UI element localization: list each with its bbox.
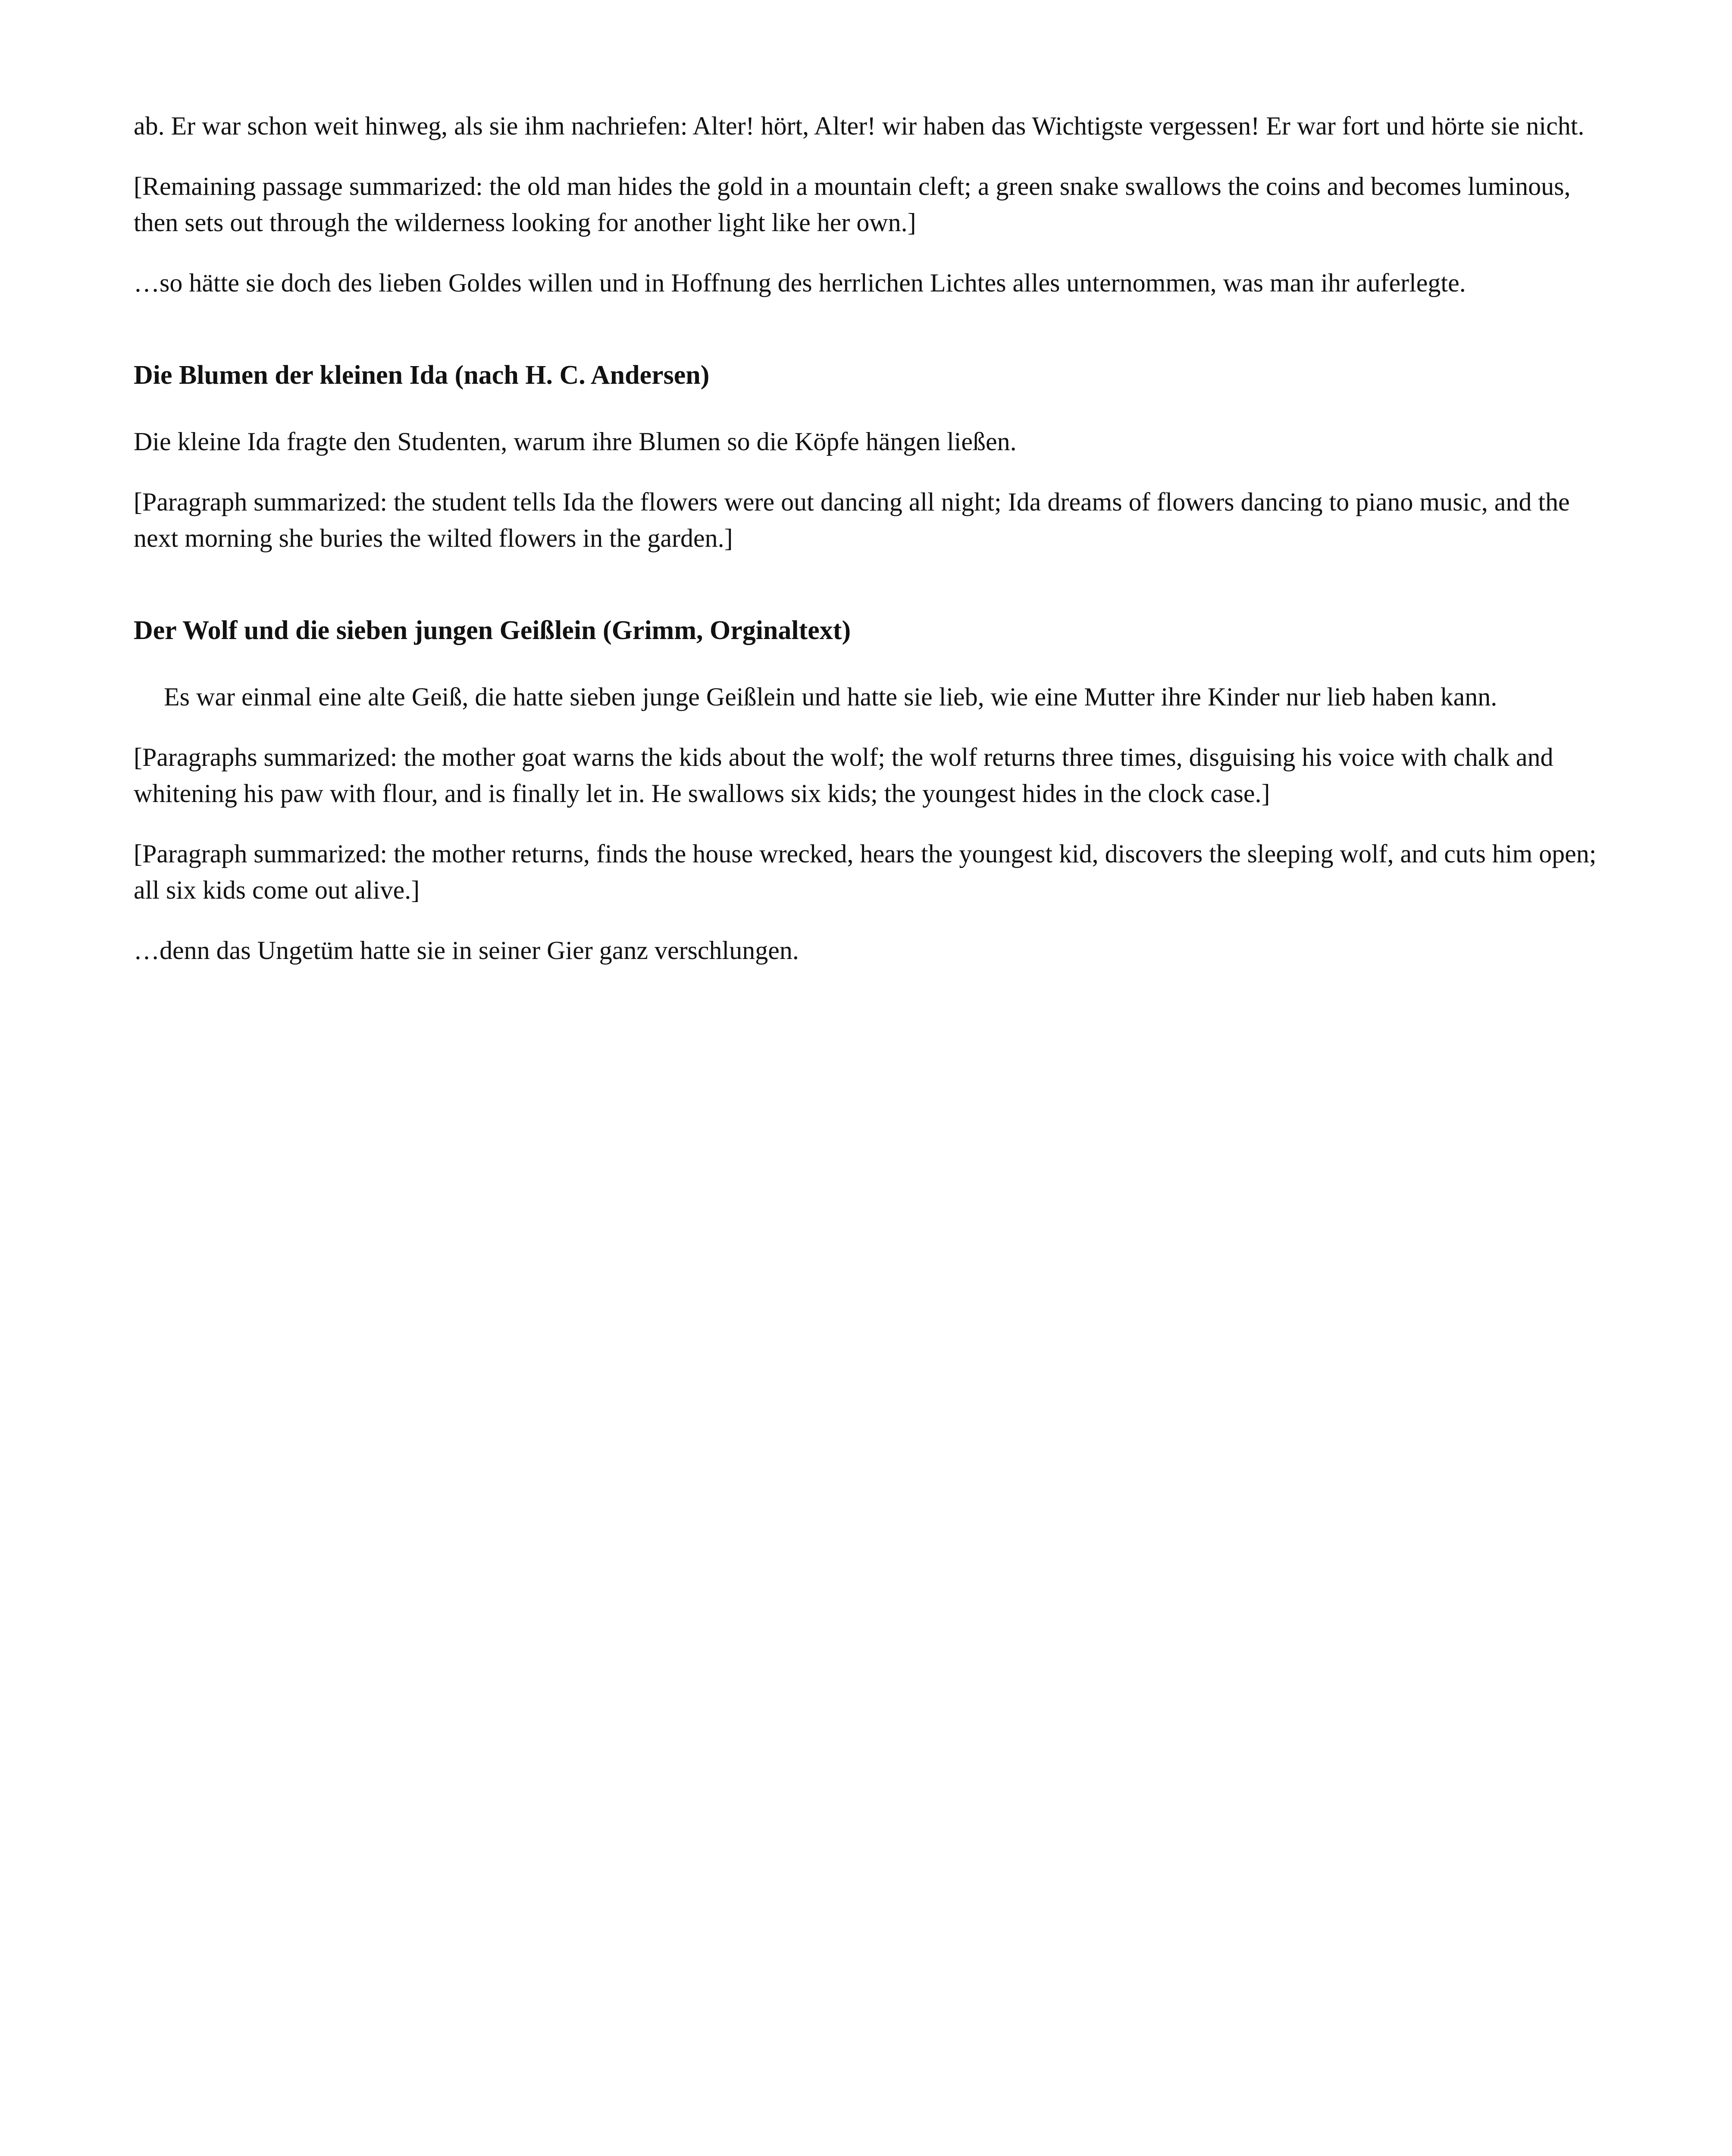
ida-summary-note: [Paragraph summarized: the student tells Ida the flowers were out dancing all night; Ida dreams of flowers dancing to piano music, and the next morning she buries the wilted flowers in the garden.] xyxy=(134,488,1570,552)
wolf-opening: Es war einmal eine alte Geiß, die hatte sieben junge Geißlein und hatte sie lieb, wie eine Mutter ihre Kinder nur lieb haben kann. xyxy=(164,683,1497,711)
section-heading-ida: Die Blumen der kleinen Ida (nach H. C. Andersen) xyxy=(134,360,710,390)
wolf-closing: …denn das Ungetüm hatte sie in seiner Gier ganz verschlungen. xyxy=(134,936,799,965)
intro-opening: ab. Er war schon weit hinweg, als sie ihm nachriefen: Alter! hört, Alter! wir haben das Wichtigste vergessen! Er war fort und hörte sie nicht. xyxy=(134,112,1585,140)
wolf-summary-note-2: [Paragraph summarized: the mother returns, finds the house wrecked, hears the youngest kid, discovers the sleeping wolf, and cuts him open; all six kids come out alive.] xyxy=(134,840,1597,904)
wolf-summary-note-1: [Paragraphs summarized: the mother goat warns the kids about the wolf; the wolf returns three times, disguising his voice with chalk and whitening his paw with flour, and is finally let in. He swallows six kids; the youngest hides in the clock case.] xyxy=(134,743,1553,808)
ida-opening: Die kleine Ida fragte den Studenten, warum ihre Blumen so die Köpfe hängen ließen. xyxy=(134,427,1017,456)
section-heading-wolf: Der Wolf und die sieben jungen Geißlein (Grimm, Orginaltext) xyxy=(134,616,851,645)
intro-omitted-note: [Remaining passage summarized: the old man hides the gold in a mountain cleft; a green snake swallows the coins and becomes luminous, then sets out through the wilderness looking for another light like her own.] xyxy=(134,172,1571,237)
intro-closing: …so hätte sie doch des lieben Goldes willen und in Hoffnung des herrlichen Lichtes alles unternommen, was man ihr auferlegte. xyxy=(134,269,1466,297)
